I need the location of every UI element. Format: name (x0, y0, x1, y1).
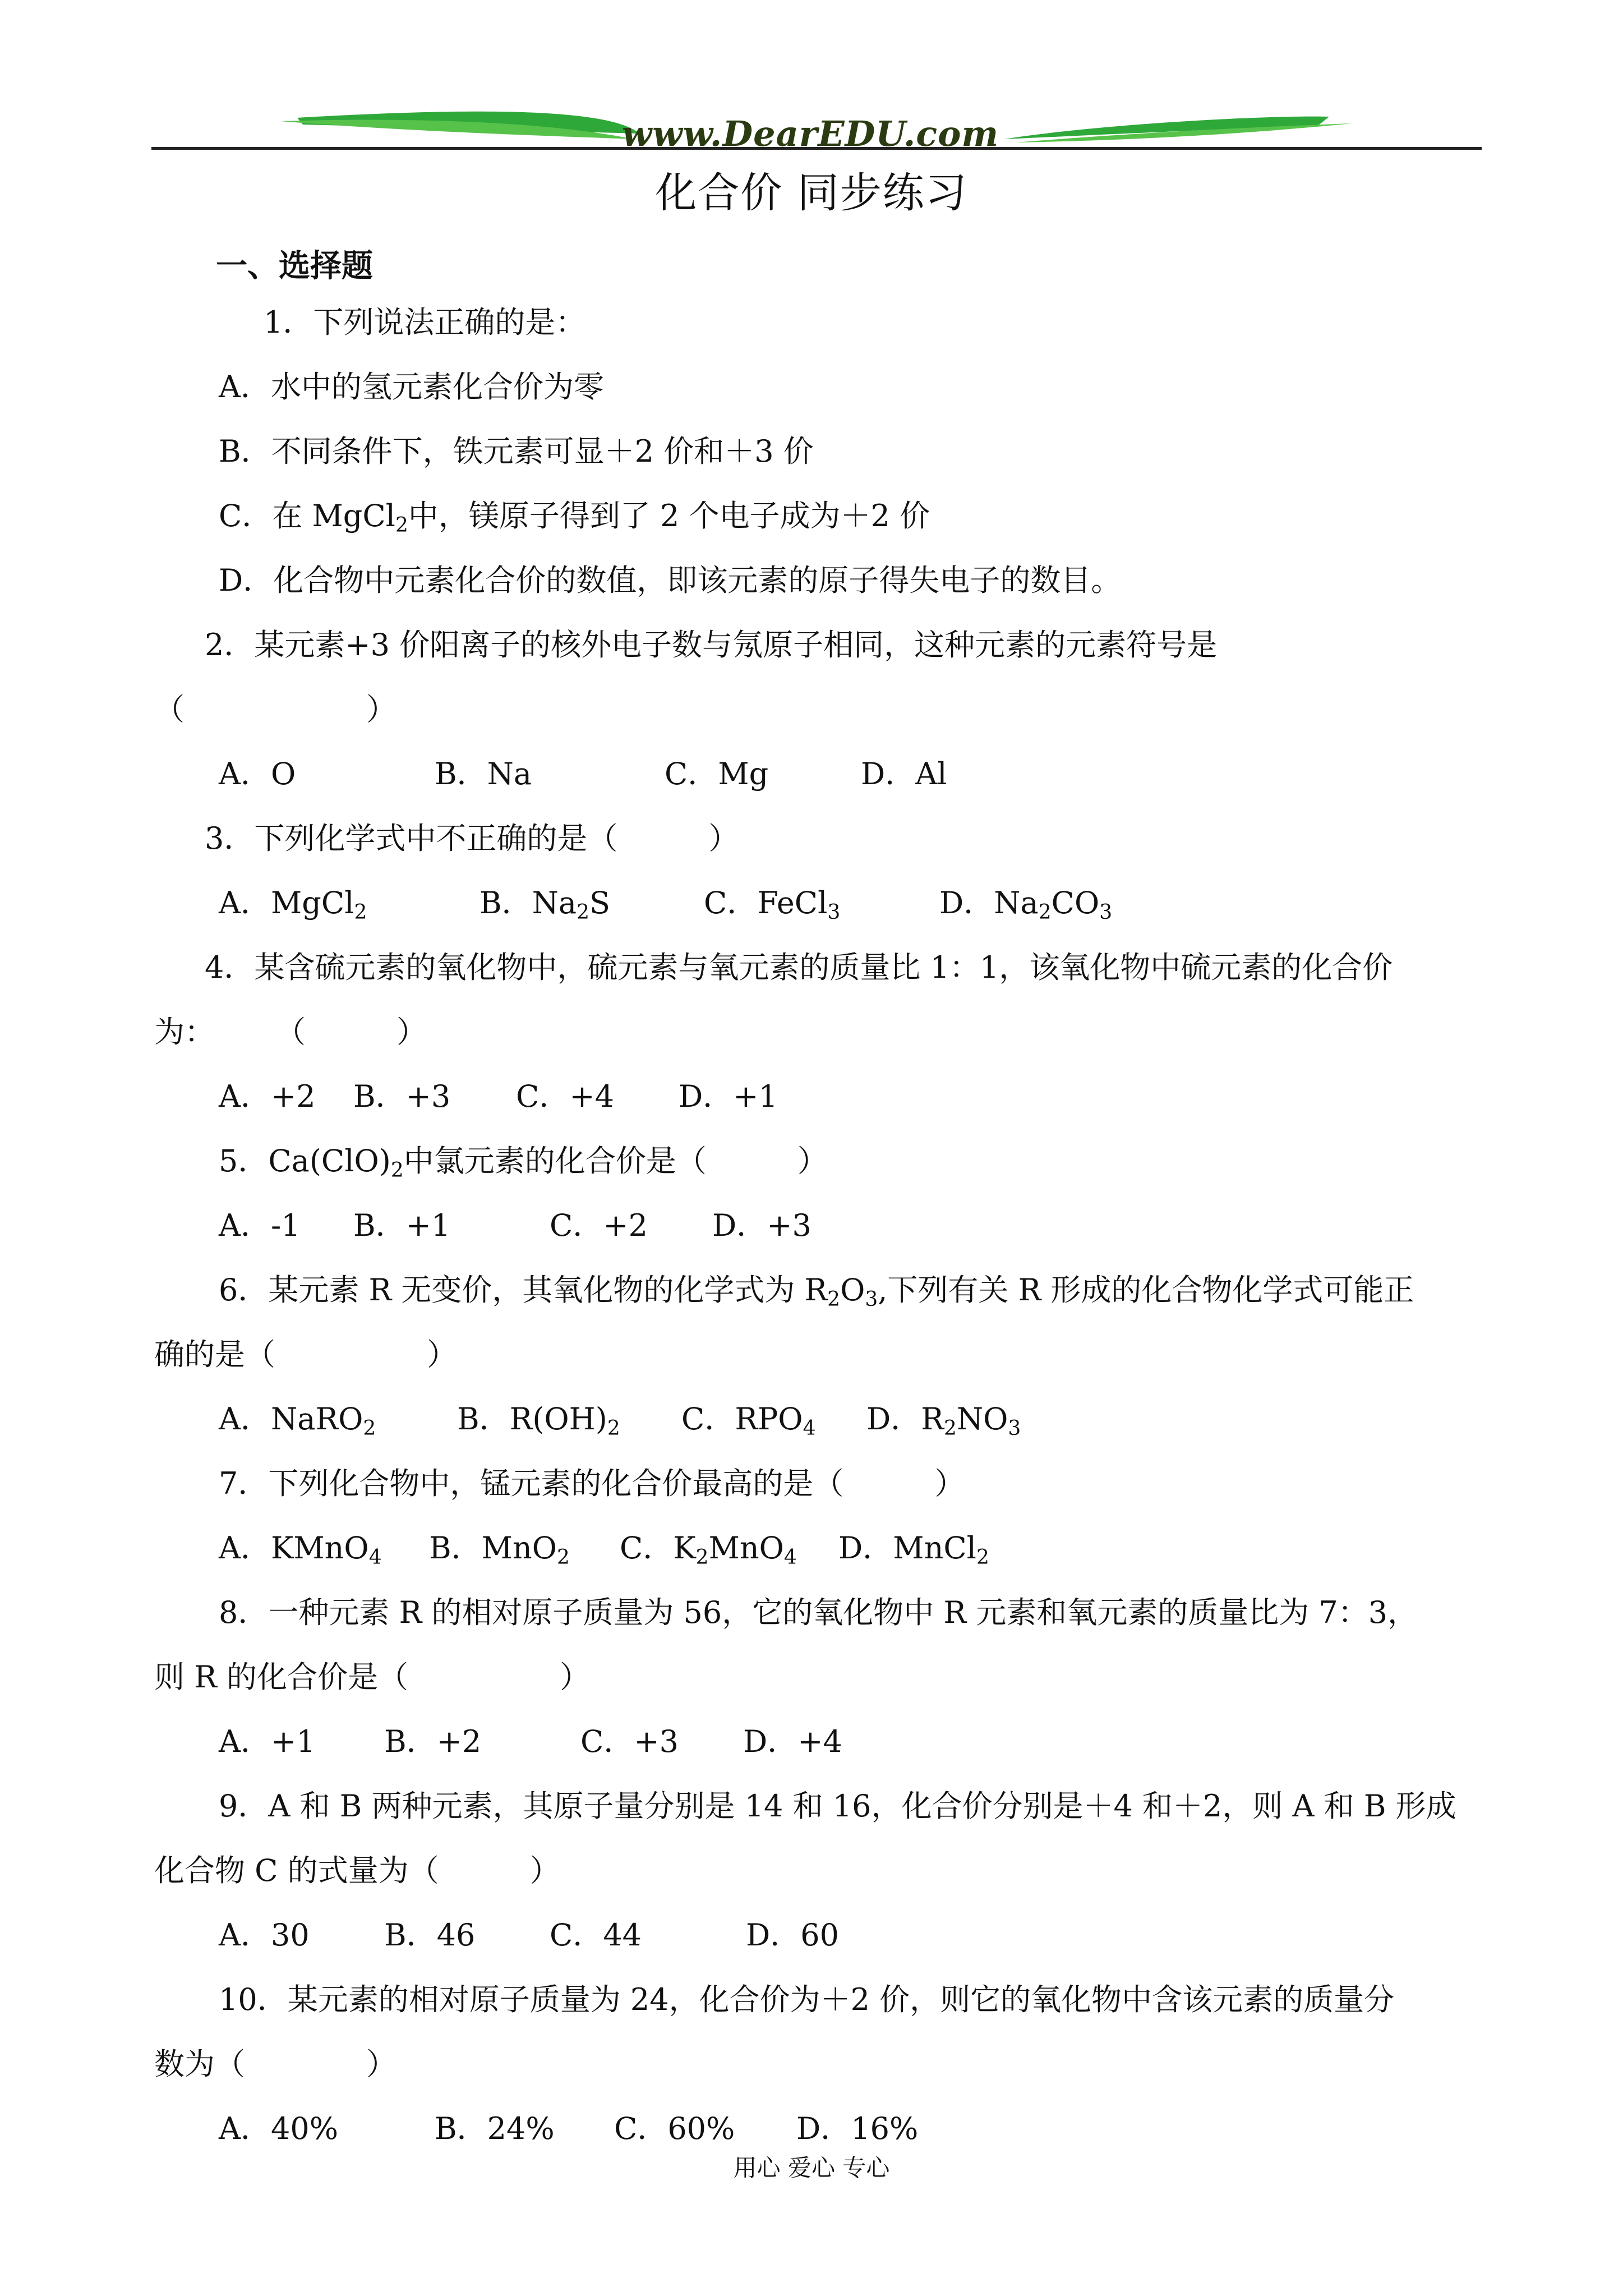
question-1-option-d: D．化合物中元素化合价的数值，即该元素的原子得失电子的数目。 (219, 563, 1122, 598)
option-a: A．MgCl$_2$ (219, 885, 367, 924)
option-d: D．16% (796, 2111, 919, 2146)
question-1-option-b: B．不同条件下，铁元素可显＋2 价和＋3 价 (219, 434, 814, 469)
question-1-option-a: A．水中的氢元素化合价为零 (219, 369, 604, 404)
option-a: A．30 (219, 1917, 310, 1953)
question-9-stem: 9．A 和 B 两种元素，其原子量分别是 14 和 16，化合价分别是＋4 和＋2，则 A 和 B 形成 (219, 1788, 1456, 1824)
option-b: B．$Na_2S$ (479, 885, 611, 924)
question-1-option-c: C．在 MgCl$_2$中，镁原子得到了 2 个电子成为＋2 价 (219, 498, 930, 537)
option-c: C．44 (550, 1917, 642, 1953)
section-heading: 一、选择题 (216, 248, 373, 284)
option-a: A．NaRO$_2$ (219, 1401, 376, 1440)
question-6-options (219, 1400, 1021, 1439)
page-title: 化合价 同步练习 (655, 169, 968, 217)
option-d: D．$Na_2CO_3$ (939, 885, 1113, 924)
option-d: D．MnCl$_2$ (838, 1530, 989, 1569)
site-brand: www.DearEDU.com (621, 113, 999, 154)
question-3-options (219, 884, 1112, 923)
site-banner (151, 84, 1469, 163)
question-4-options (219, 1077, 778, 1116)
question-6-stem: 6．某元素 R 无变价，其氧化物的化学式为 $R_2O_3$,下列有关 R 形成的化合物化学式可能正 (219, 1272, 1414, 1311)
question-8-stem-cont: 则 R 的化合价是（ ） (154, 1659, 590, 1695)
option-a: A．+1 (219, 1724, 316, 1759)
option-b: B．46 (384, 1917, 476, 1953)
option-a: A．O (219, 756, 296, 792)
question-10-stem: 10．某元素的相对原子质量为 24，化合价为＋2 价，则它的氧化物中含该元素的质量分 (219, 1982, 1395, 2017)
option-c: C．+3 (580, 1724, 679, 1759)
question-2-options (219, 754, 947, 794)
question-1-stem: 1．下列说法正确的是： (264, 305, 586, 340)
question-5-options (219, 1206, 811, 1245)
question-2-stem: 2．某元素+3 价阳离子的核外电子数与氖原子相同，这种元素的元素符号是 (205, 627, 1218, 662)
option-c: C．60% (614, 2111, 735, 2146)
question-8-stem: 8．一种元素 R 的相对原子质量为 56，它的氧化物中 R 元素和氧元素的质量比为 7：3， (219, 1595, 1418, 1630)
header-rule (151, 147, 1482, 150)
question-5-stem: 5．$Ca(ClO)_2$中氯元素的化合价是（ ） (219, 1143, 828, 1182)
question-10-options (219, 2109, 918, 2148)
option-c: C．+2 (550, 1208, 648, 1243)
option-c: C．$RPO_4$ (681, 1401, 816, 1440)
question-8-options (219, 1722, 842, 1761)
option-b: B．$R(OH)_2$ (457, 1401, 620, 1440)
question-9-options (219, 1916, 839, 1955)
option-a: A．+2 (219, 1079, 316, 1114)
page-footer: 用心 爱心 专心 (733, 2154, 890, 2182)
question-6-stem-cont: 确的是（ ） (154, 1337, 457, 1372)
option-b: B．+1 (353, 1208, 451, 1243)
option-c: C．FeCl$_3$ (704, 885, 841, 924)
option-b: B．24% (435, 2111, 555, 2146)
option-d: D．+4 (743, 1724, 842, 1759)
option-d: D．+1 (679, 1079, 778, 1114)
option-a: A．KMnO$_4$ (219, 1530, 382, 1569)
question-3-stem: 3．下列化学式中不正确的是（ ） (205, 821, 739, 856)
question-4-stem: 4．某含硫元素的氧化物中，硫元素与氧元素的质量比 1：1，该氧化物中硫元素的化合价 (205, 950, 1393, 985)
option-a: A．40% (219, 2111, 339, 2146)
option-d: D．$R_2NO_3$ (866, 1401, 1021, 1440)
option-d: D．+3 (712, 1208, 811, 1243)
option-a: A．-1 (219, 1208, 301, 1243)
option-c: C．$K_2MnO_4$ (620, 1530, 797, 1569)
question-7-options (219, 1529, 989, 1568)
option-b: B．+3 (353, 1079, 451, 1114)
question-9-stem-cont: 化合物 C 的式量为（ ） (154, 1853, 560, 1888)
option-b: B．+2 (384, 1724, 482, 1759)
option-d: D．Al (861, 756, 947, 792)
question-2-stem-cont: （ ） (154, 692, 396, 727)
option-c: C．Mg (665, 756, 769, 792)
question-7-stem: 7．下列化合物中，锰元素的化合价最高的是（ ） (219, 1466, 965, 1501)
option-c: C．+4 (516, 1079, 614, 1114)
option-d: D．60 (746, 1917, 840, 1953)
question-10-stem-cont: 数为（ ） (154, 2046, 396, 2082)
option-b: B．MnO$_2$ (429, 1530, 570, 1569)
question-4-stem-cont: 为： （ ） (154, 1014, 427, 1050)
option-b: B．Na (435, 756, 532, 792)
